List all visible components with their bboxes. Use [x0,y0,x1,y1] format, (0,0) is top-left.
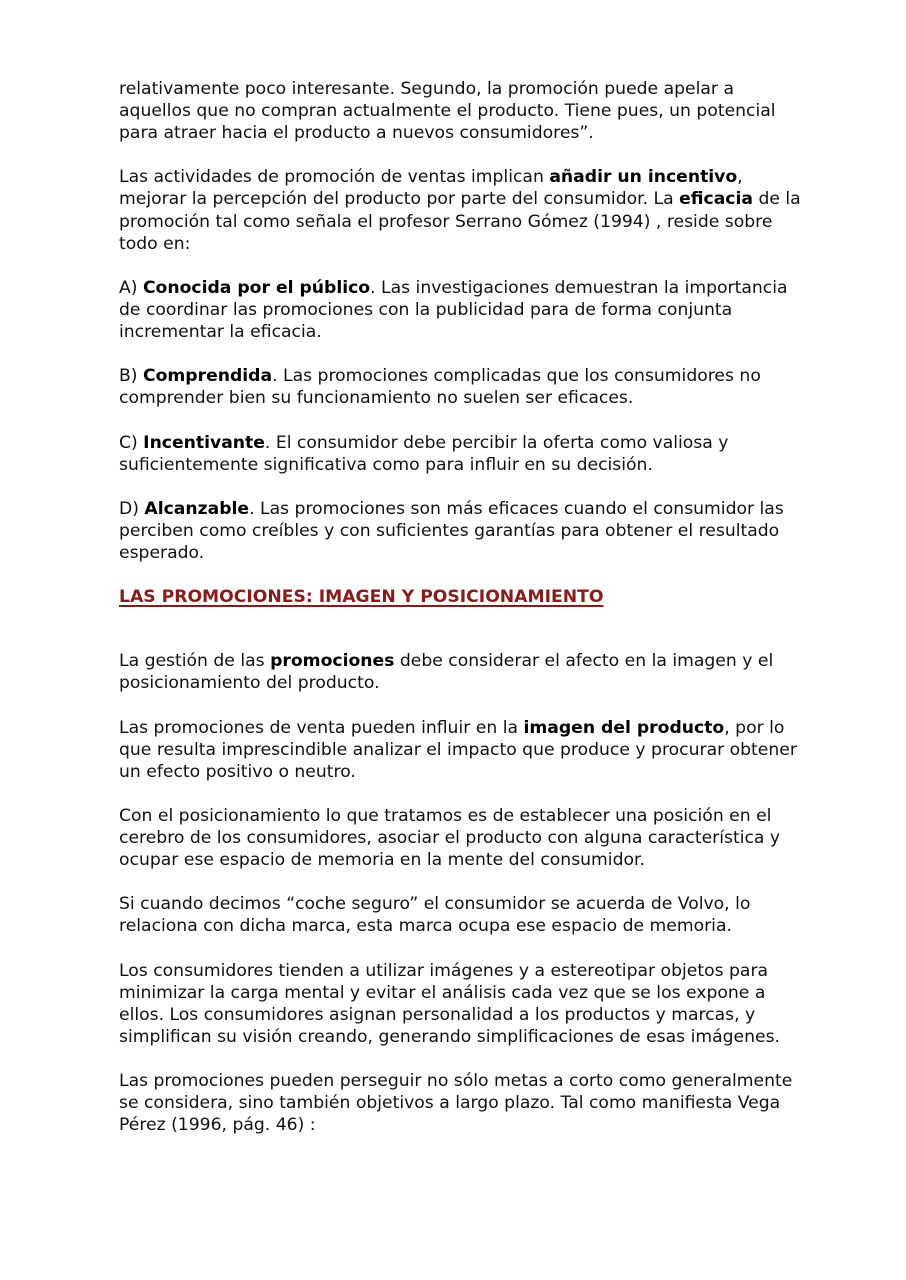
list-item-c [119,432,809,476]
paragraph-text: , por lo que resulta imprescindible analizar el impacto que produce y procurar obtener un efecto positivo o neutro. [119,717,797,782]
paragraph-product-image [119,717,809,783]
list-item-prefix: C) [119,432,144,453]
paragraph-positioning [119,805,809,871]
list-item-title: Alcanzable [144,498,250,519]
bold-term-eficacia: eficacia [679,189,753,210]
section-heading: LAS PROMOCIONES: IMAGEN Y POSICIONAMIENTO [119,587,604,608]
paragraph-stereotypes [119,960,809,1048]
paragraph-text: Los consumidores tienden a utilizar imágenes y a estereotipar objetos para minimizar la carga mental y evitar el análisis cada vez que se los expone a ellos. Los consumidores asignan personalidad a los productos y marcas, y simplifican su visión creando, generando simplificaciones de esas imágenes. [119,960,780,1047]
list-item-title: Conocida por el público [142,277,371,298]
list-item-prefix: B) [119,366,143,387]
paragraph-text: Las promociones pueden perseguir no sólo metas a corto como generalmente se considera, sino también objetivos a largo plazo. Tal como manifiesta Vega Pérez (1996, pág. 46) : [119,1071,793,1136]
list-item-text: . Las promociones son más eficaces cuando el consumidor las perciben como creíbles y con suficientes garantías para obtener el resultado esperado. [119,498,784,563]
paragraph-text: Con el posicionamiento lo que tratamos es de establecer una posición en el cerebro de los consumidores, asociar el producto con alguna característica y ocupar ese espacio de memoria en la mente del consumidor. [119,805,781,871]
paragraph-text: relativamente poco interesante. Segundo, la promoción puede apelar a aquellos que no compran actualmente el producto. Tiene pues, un potencial para atraer hacia el producto a nuevos consumidores”. [119,79,776,144]
paragraph-text: Las promociones de venta pueden influir en la [119,717,524,738]
paragraph-text: de la promoción tal como señala el profesor Serrano Gómez (1994) , reside sobre todo en: [119,189,801,254]
list-item-title: Comprendida [142,366,273,387]
paragraph-text: Las actividades de promoción de ventas implican [119,167,550,188]
list-item-prefix: D) [119,498,145,519]
paragraph-promotion-management [119,650,809,694]
paragraph-text: , mejorar la percepción del producto por parte del consumidor. La [119,167,743,210]
list-item-text: . Las promociones complicadas que los consumidores no comprender bien su funcionamiento no suelen ser eficaces. [119,366,761,409]
paragraph-long-term-goals [119,1070,809,1136]
bold-term-incentivo: añadir un incentivo [549,167,738,188]
paragraph-intro-continuation [119,78,809,144]
list-item-prefix: A) [119,277,143,298]
list-item-a [119,277,809,343]
paragraph-text: La gestión de las [119,651,271,672]
paragraph-text: debe considerar el afecto en la imagen y el posicionamiento del producto. [119,651,774,694]
list-item-d [119,498,809,564]
list-item-title: Incentivante [143,432,265,453]
paragraph-volvo-example [119,893,809,937]
list-item-b [119,365,809,409]
paragraph-text: Si cuando decimos “coche seguro” el consumidor se acuerda de Volvo, lo relaciona con dicha marca, esta marca ocupa ese espacio de memoria. [119,894,751,937]
bold-term-promociones: promociones [270,651,395,672]
bold-term-imagen-producto: imagen del producto [523,717,725,738]
document-page [119,78,809,1158]
list-item-text: . El consumidor debe percibir la oferta como valiosa y suficientemente significativa como para influir en su decisión. [119,432,729,475]
list-item-text: . Las investigaciones demuestran la importancia de coordinar las promociones con la publicidad para de forma conjunta incrementar la eficacia. [119,277,788,343]
paragraph-promotion-activities [119,166,809,254]
